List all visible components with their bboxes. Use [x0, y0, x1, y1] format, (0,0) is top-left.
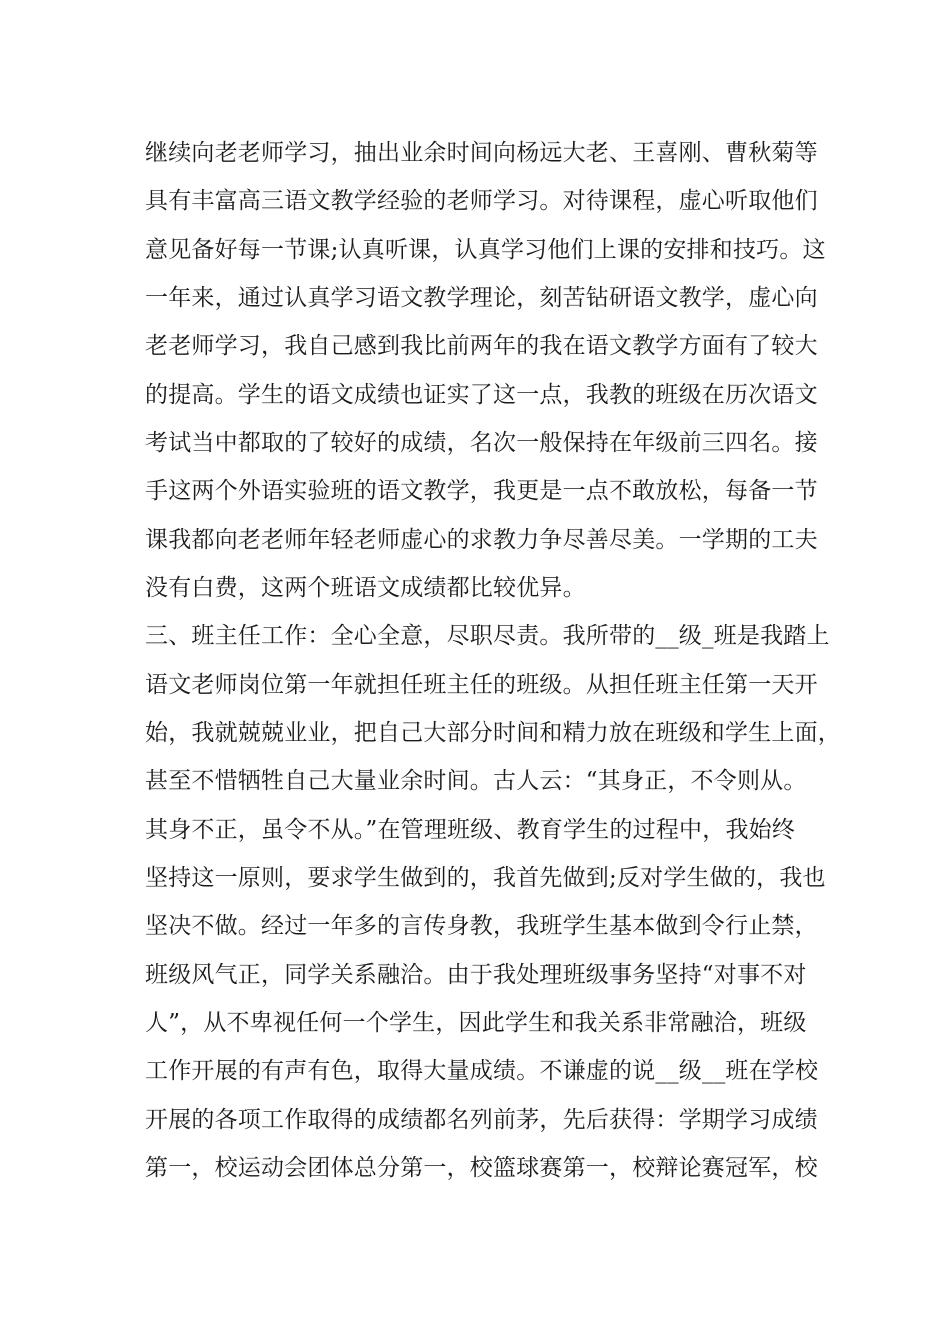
text-line: 开展的各项工作取得的成绩都名列前茅，先后获得：学期学习成绩 [145, 1107, 818, 1133]
text-line: 第一，校运动会团体总分第一，校篮球赛第一，校辩论赛冠军，校 [145, 1155, 818, 1181]
text-line: 人”，从不卑视任何一个学生，因此学生和我关系非常融洽，班级 [145, 1010, 807, 1036]
text-line: 工作开展的有声有色，取得大量成绩。不谦虚的说__级__班在学校 [145, 1058, 819, 1084]
text-line: 其身不正，虽令不从。”在管理班级、教育学生的过程中，我始终 [145, 817, 796, 843]
text-line: 具有丰富高三语文教学经验的老师学习。对待课程，虚心听取他们 [145, 188, 818, 214]
text-line: 没有白费，这两个班语文成绩都比较优异。 [145, 575, 586, 601]
text-line: 语文老师岗位第一年就担任班主任的班级。从担任班主任第一天开 [145, 672, 818, 698]
text-line: 班级风气正，同学关系融洽。由于我处理班级事务坚持“对事不对 [145, 962, 807, 988]
text-line: 继续向老老师学习，抽出业余时间向杨远大老、王喜刚、曹秋菊等 [145, 140, 818, 166]
text-line: 坚决不做。经过一年多的言传身教，我班学生基本做到令行止禁， [145, 913, 818, 939]
text-line: 课我都向老老师年轻老师虚心的求教力争尽善尽美。一学期的工夫 [145, 527, 818, 553]
text-line: 三、班主任工作：全心全意，尽职尽责。我所带的__级_班是我踏上 [145, 623, 830, 649]
text-line: 一年来，通过认真学习语文教学理论，刻苦钻研语文教学，虚心向 [145, 285, 818, 311]
text-line: 坚持这一原则，要求学生做到的，我首先做到;反对学生做的，我也 [145, 865, 826, 891]
text-line: 意见备好每一节课;认真听课，认真学习他们上课的安排和技巧。这 [145, 237, 826, 263]
text-line: 考试当中都取的了较好的成绩，名次一般保持在年级前三四名。接 [145, 430, 818, 456]
text-line: 始，我就兢兢业业，把自己大部分时间和精力放在班级和学生上面， [145, 720, 841, 746]
text-line: 老老师学习，我自己感到我比前两年的我在语文教学方面有了较大 [145, 333, 818, 359]
text-line: 的提高。学生的语文成绩也证实了这一点，我教的班级在历次语文 [145, 382, 818, 408]
text-line: 手这两个外语实验班的语文教学，我更是一点不敢放松，每备一节 [145, 478, 818, 504]
text-line: 甚至不惜牺牲自己大量业余时间。古人云：“其身正，不令则从。 [145, 768, 807, 794]
